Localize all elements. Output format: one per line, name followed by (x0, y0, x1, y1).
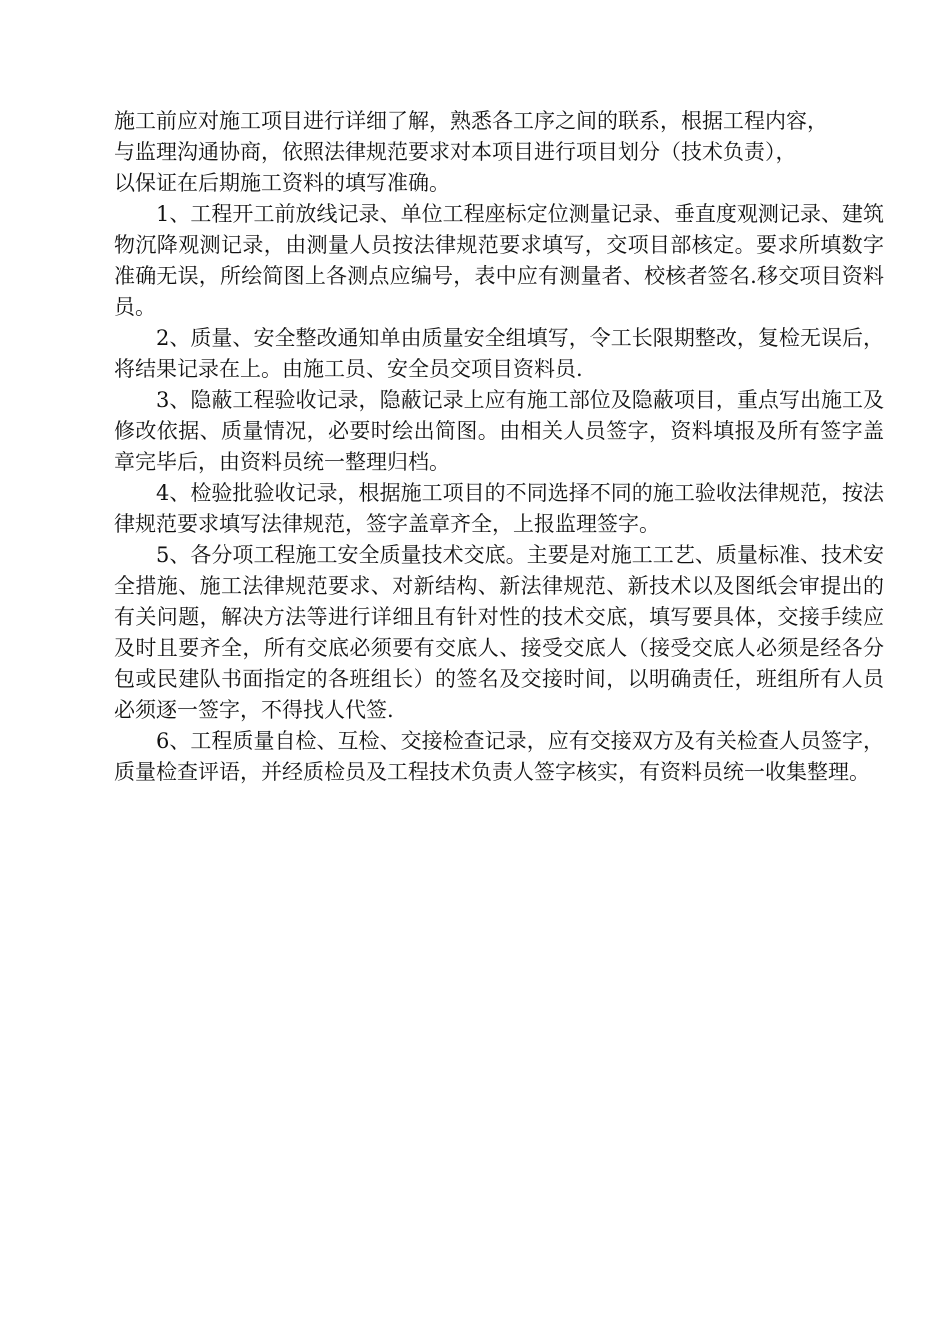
intro-line: 以保证在后期施工资料的填写准确。 (114, 171, 450, 195)
intro-line: 与监理沟通协商，依照法律规范要求对本项目进行项目划分（技术负责）， (114, 140, 797, 164)
item-paragraph-1: 1、工程开工前放线记录、单位工程座标定位测量记录、垂直度观测记录、建筑物沉降观测记录，由测量人员按法律规范要求填写，交项目部核定。要求所填数字准确无误，所绘简图上各测点应编号，表中应有测量者、校核者签名.移交项目资料员。 (114, 202, 884, 319)
intro-paragraph (114, 106, 884, 199)
item-paragraph-4: 4、检验批验收记录，根据施工项目的不同选择不同的施工验收法律规范，按法律规范要求填写法律规范，签字盖章齐全，上报监理签字。 (114, 481, 884, 536)
item-paragraph-5: 5、各分项工程施工安全质量技术交底。主要是对施工工艺、质量标准、技术安全措施、施工法律规范要求、对新结构、新法律规范、新技术以及图纸会审提出的有关问题，解决方法等进行详细且有针对性的技术交底，填写要具体，交接手续应及时且要齐全，所有交底必须要有交底人、接受交底人（接受交底人必须是经各分包或民建队书面指定的各班组长）的签名及交接时间，以明确责任，班组所有人员必须逐一签字，不得找人代签. (114, 543, 884, 722)
item-paragraph-6: 6、工程质量自检、互检、交接检查记录，应有交接双方及有关检查人员签字，质量检查评语，并经质检员及工程技术负责人签字核实，有资料员统一收集整理。 (114, 729, 884, 784)
item-paragraph-2: 2、质量、安全整改通知单由质量安全组填写，令工长限期整改，复检无误后，将结果记录在上。由施工员、安全员交项目资料员. (114, 326, 884, 381)
document-body (114, 106, 884, 788)
intro-line: 施工前应对施工项目进行详细了解，熟悉各工序之间的联系，根据工程内容， (114, 109, 828, 133)
item-paragraph-3: 3、隐蔽工程验收记录，隐蔽记录上应有施工部位及隐蔽项目，重点写出施工及修改依据、质量情况，必要时绘出简图。由相关人员签字，资料填报及所有签字盖章完毕后，由资料员统一整理归档。 (114, 388, 884, 474)
